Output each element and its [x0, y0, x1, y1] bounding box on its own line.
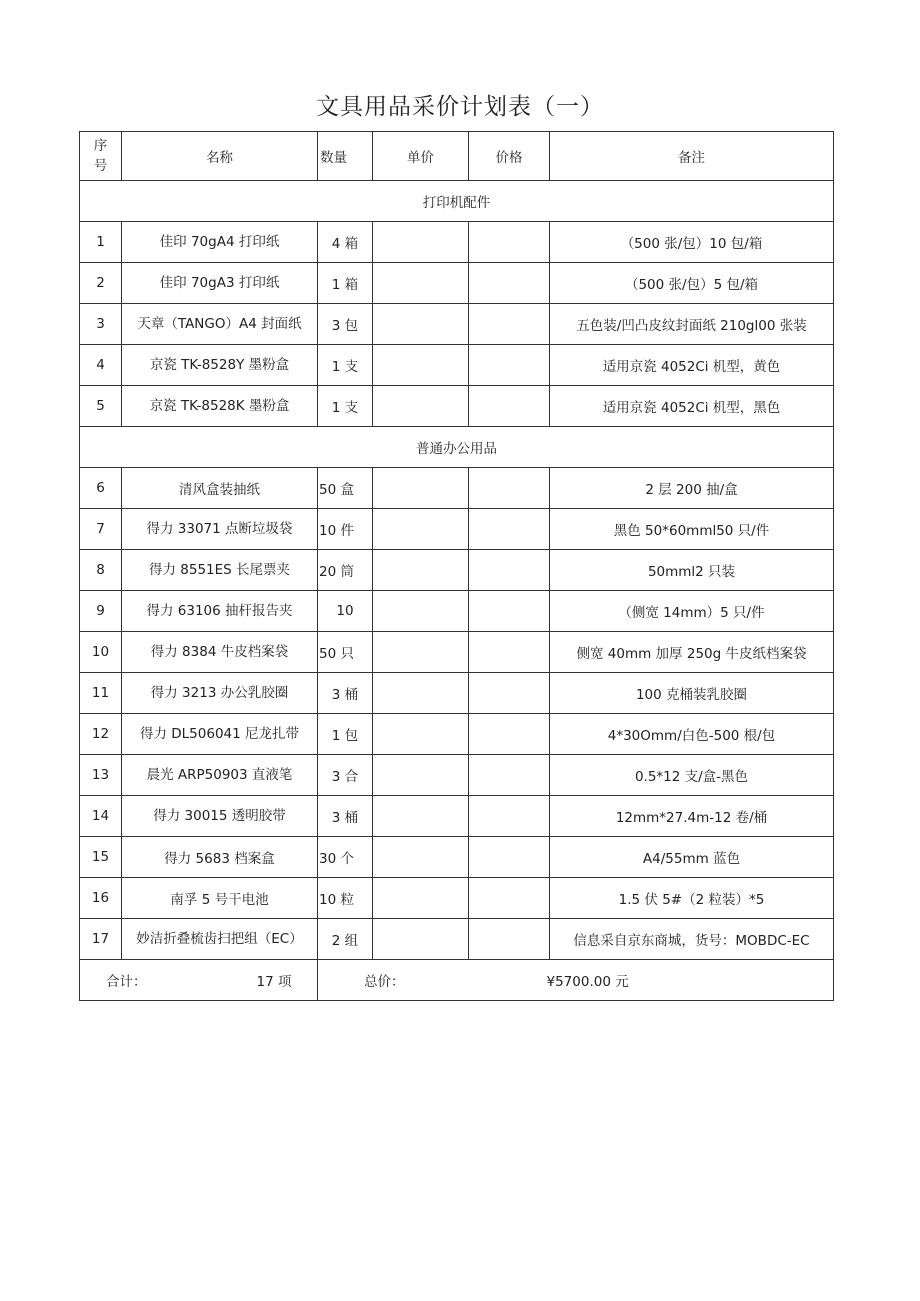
row-note: 黑色 50*60mml50 只/件	[550, 509, 834, 550]
row-seq: 5	[80, 386, 122, 427]
row-seq: 11	[80, 673, 122, 714]
row-name: 京瓷 TK-8528Y 墨粉盒	[122, 345, 318, 386]
row-seq: 2	[80, 263, 122, 304]
row-qty: 1 箱	[318, 263, 373, 304]
row-price	[469, 222, 550, 263]
section-title: 打印机配件	[80, 181, 834, 222]
row-note: （500 张/包）5 包/箱	[550, 263, 834, 304]
row-note: 1.5 伏 5#（2 粒装）*5	[550, 878, 834, 919]
summary-price-cell	[318, 960, 834, 1001]
row-seq: 13	[80, 755, 122, 796]
table-row	[80, 673, 834, 714]
row-qty: 3 包	[318, 304, 373, 345]
row-unit-price	[373, 919, 469, 960]
row-seq: 9	[80, 591, 122, 632]
table-row	[80, 919, 834, 960]
row-note: 侧宽 40mm 加厚 250g 牛皮纸档案袋	[550, 632, 834, 673]
row-price	[469, 714, 550, 755]
row-note: 适用京瓷 4052Ci 机型，黑色	[550, 386, 834, 427]
table-row	[80, 837, 834, 878]
row-note: 100 克桶装乳胶圈	[550, 673, 834, 714]
header-qty: 数量	[318, 132, 373, 181]
row-qty: 50 只	[318, 632, 373, 673]
price-plan-table	[79, 131, 834, 1001]
table-row	[80, 509, 834, 550]
row-name: 晨光 ARP50903 直液笔	[122, 755, 318, 796]
row-qty: 3 合	[318, 755, 373, 796]
table-row	[80, 591, 834, 632]
row-qty: 50 盒	[318, 468, 373, 509]
row-seq: 14	[80, 796, 122, 837]
row-note: 50mml2 只装	[550, 550, 834, 591]
row-unit-price	[373, 755, 469, 796]
summary-total-cell	[80, 960, 318, 1001]
row-unit-price	[373, 878, 469, 919]
row-price	[469, 509, 550, 550]
row-name: 得力 30015 透明胶带	[122, 796, 318, 837]
summary-total-price: ¥5700.00 元	[546, 974, 629, 990]
summary-total-items: 17 项	[256, 974, 292, 990]
summary-total-label: 合计：	[106, 974, 147, 990]
row-name: 佳印 70gA4 打印纸	[122, 222, 318, 263]
row-unit-price	[373, 714, 469, 755]
row-name: 得力 8384 牛皮档案袋	[122, 632, 318, 673]
row-price	[469, 345, 550, 386]
row-qty: 10 件	[318, 509, 373, 550]
table-row	[80, 222, 834, 263]
table-row	[80, 796, 834, 837]
header-unit-price: 单价	[373, 132, 469, 181]
section-row	[80, 181, 834, 222]
row-unit-price	[373, 386, 469, 427]
table-row	[80, 632, 834, 673]
row-price	[469, 550, 550, 591]
row-name: 得力 DL506041 尼龙扎带	[122, 714, 318, 755]
row-unit-price	[373, 345, 469, 386]
row-price	[469, 755, 550, 796]
row-seq: 17	[80, 919, 122, 960]
table-row	[80, 304, 834, 345]
row-qty: 10	[318, 591, 373, 632]
header-price: 价格	[469, 132, 550, 181]
row-note: 0.5*12 支/盒-黑色	[550, 755, 834, 796]
row-qty: 2 组	[318, 919, 373, 960]
row-seq: 15	[80, 837, 122, 878]
row-note: 12mm*27.4m-12 卷/桶	[550, 796, 834, 837]
row-unit-price	[373, 632, 469, 673]
row-price	[469, 919, 550, 960]
row-name: 得力 5683 档案盒	[122, 837, 318, 878]
table-row	[80, 263, 834, 304]
row-unit-price	[373, 304, 469, 345]
row-note: 2 层 200 抽/盒	[550, 468, 834, 509]
row-name: 得力 8551ES 长尾票夹	[122, 550, 318, 591]
header-seq-line1: 序	[93, 138, 108, 154]
row-qty: 1 包	[318, 714, 373, 755]
row-qty: 3 桶	[318, 673, 373, 714]
row-seq: 1	[80, 222, 122, 263]
row-seq: 8	[80, 550, 122, 591]
row-qty: 30 个	[318, 837, 373, 878]
row-note: 4*30Omm/白色-500 根/包	[550, 714, 834, 755]
row-unit-price	[373, 509, 469, 550]
row-price	[469, 386, 550, 427]
row-note: （500 张/包）10 包/箱	[550, 222, 834, 263]
row-qty: 1 支	[318, 386, 373, 427]
row-price	[469, 632, 550, 673]
header-seq	[80, 132, 122, 181]
row-name: 京瓷 TK-8528K 墨粉盒	[122, 386, 318, 427]
row-note: 五色装/凹凸皮纹封面纸 210gl00 张装	[550, 304, 834, 345]
row-name: 得力 33071 点断垃圾袋	[122, 509, 318, 550]
row-price	[469, 878, 550, 919]
row-note: 信息采自京东商城，货号：MOBDC-EC	[550, 919, 834, 960]
row-seq: 3	[80, 304, 122, 345]
table-row	[80, 550, 834, 591]
row-price	[469, 796, 550, 837]
table-row	[80, 386, 834, 427]
row-price	[469, 673, 550, 714]
header-seq-line2: 号	[93, 158, 108, 174]
row-name: 得力 63106 抽杆报告夹	[122, 591, 318, 632]
row-price	[469, 304, 550, 345]
header-note: 备注	[550, 132, 834, 181]
row-unit-price	[373, 796, 469, 837]
section-title: 普通办公用品	[80, 427, 834, 468]
row-seq: 10	[80, 632, 122, 673]
row-price	[469, 837, 550, 878]
row-name: 妙洁折叠梳齿扫把组（EC）	[122, 919, 318, 960]
row-price	[469, 591, 550, 632]
row-note: （侧宽 14mm）5 只/件	[550, 591, 834, 632]
table-row	[80, 878, 834, 919]
row-name: 佳印 70gA3 打印纸	[122, 263, 318, 304]
row-unit-price	[373, 673, 469, 714]
row-price	[469, 263, 550, 304]
row-unit-price	[373, 837, 469, 878]
row-unit-price	[373, 550, 469, 591]
row-seq: 4	[80, 345, 122, 386]
row-qty: 20 筒	[318, 550, 373, 591]
table-row	[80, 755, 834, 796]
row-unit-price	[373, 222, 469, 263]
row-qty: 4 箱	[318, 222, 373, 263]
page-title: 文具用品采价计划表（一）	[316, 94, 604, 120]
header-row	[80, 132, 834, 181]
row-qty: 3 桶	[318, 796, 373, 837]
summary-price-label: 总价：	[364, 974, 405, 990]
row-seq: 7	[80, 509, 122, 550]
row-name: 得力 3213 办公乳胶圈	[122, 673, 318, 714]
row-note: 适用京瓷 4052Ci 机型，黄色	[550, 345, 834, 386]
row-seq: 12	[80, 714, 122, 755]
row-unit-price	[373, 263, 469, 304]
row-note: A4∕55mm 蓝色	[550, 837, 834, 878]
row-unit-price	[373, 468, 469, 509]
table-row	[80, 714, 834, 755]
section-row	[80, 427, 834, 468]
row-unit-price	[373, 591, 469, 632]
row-name: 清风盒装抽纸	[122, 468, 318, 509]
row-seq: 16	[80, 878, 122, 919]
row-price	[469, 468, 550, 509]
row-name: 天章（TANGO）A4 封面纸	[122, 304, 318, 345]
row-qty: 10 粒	[318, 878, 373, 919]
table-row	[80, 345, 834, 386]
row-qty: 1 支	[318, 345, 373, 386]
row-name: 南孚 5 号干电池	[122, 878, 318, 919]
summary-row	[80, 960, 834, 1001]
table-row	[80, 468, 834, 509]
header-name: 名称	[122, 132, 318, 181]
row-seq: 6	[80, 468, 122, 509]
